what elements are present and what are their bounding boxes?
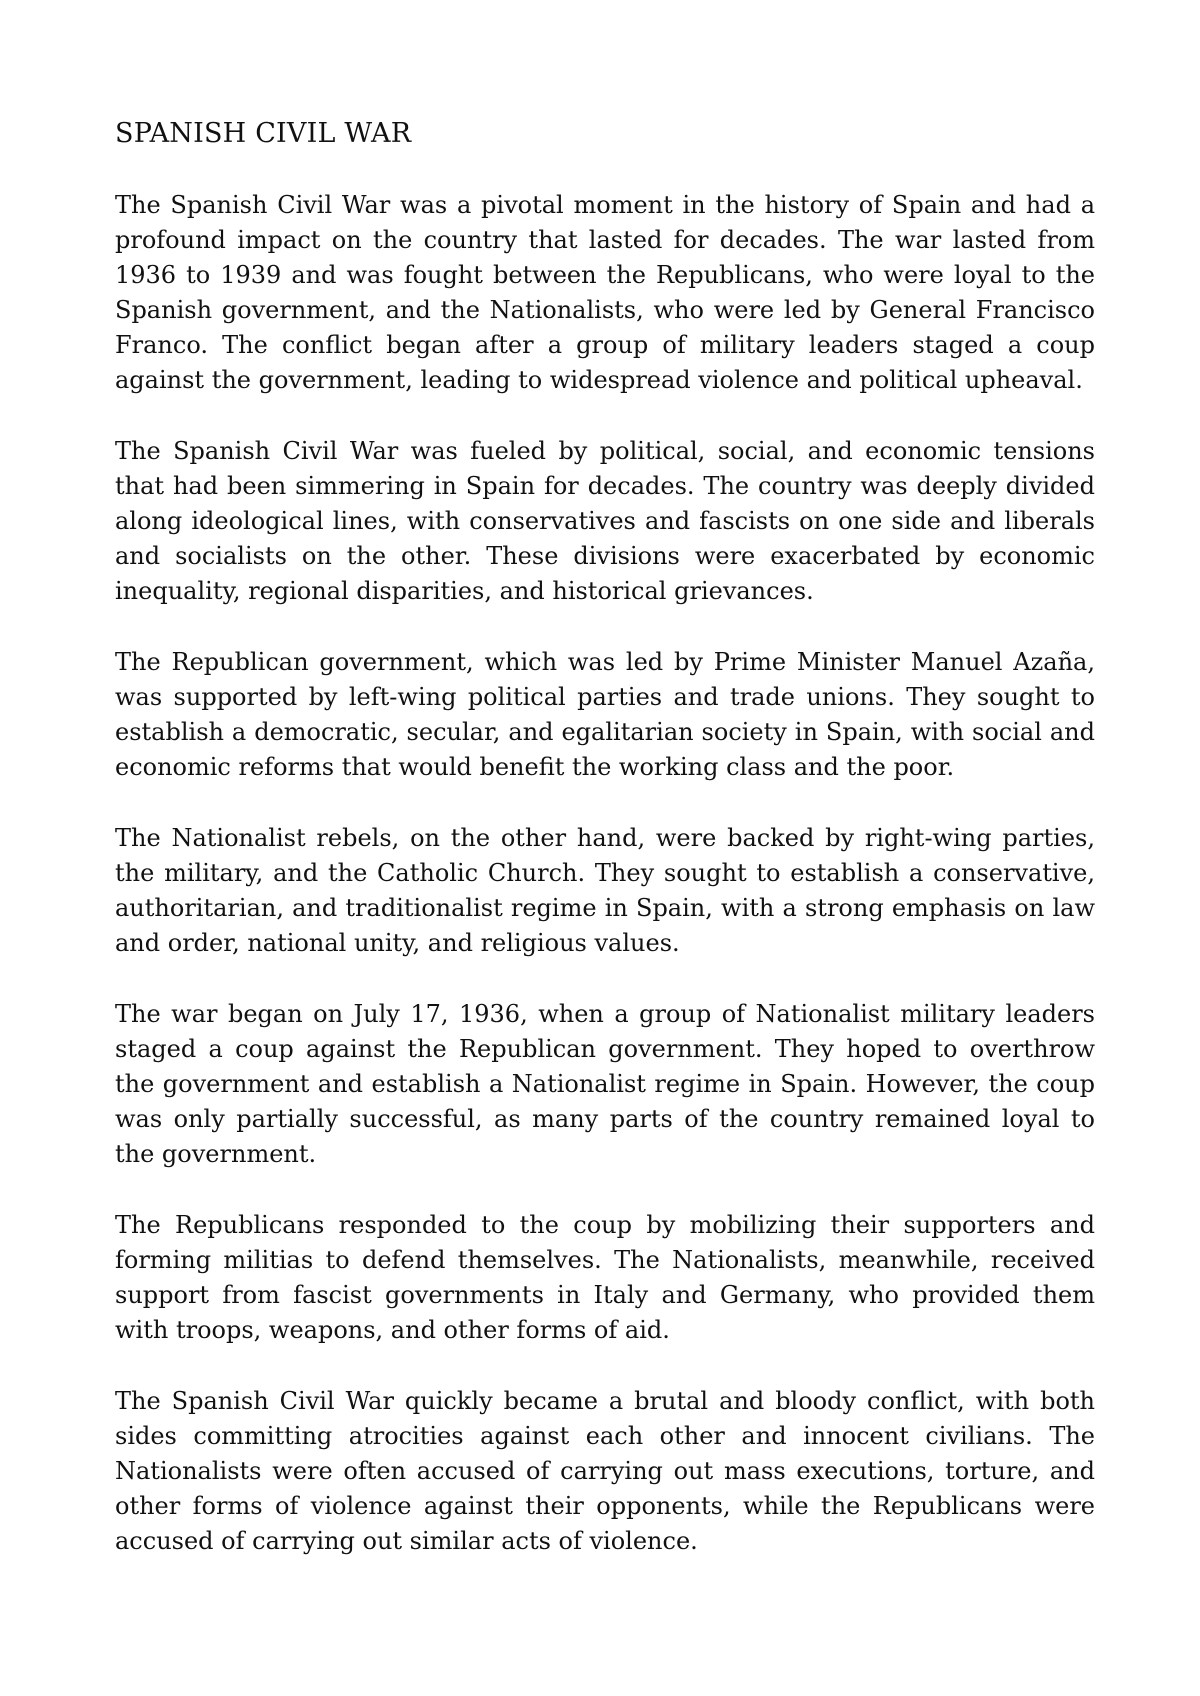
paragraph-causes: The Spanish Civil War was fueled by political, social, and economic tensions that had been simmering in Spain for decades. The country was deeply divided along ideological lines, with conservatives and fascists on one side and liberals and socialists on the other. These divisions were exacerbated by economic inequality, regional disparities, and historical grievances. [115, 437, 1095, 605]
paragraph-atrocities: The Spanish Civil War quickly became a brutal and bloody conflict, with both sides committing atrocities against each other and innocent civilians. The Nationalists were often accused of carrying out mass executions, torture, and other forms of violence against their opponents, while the Republicans were accused of carrying out similar acts of violence. [115, 1387, 1095, 1555]
paragraph-response: The Republicans responded to the coup by mobilizing their supporters and forming militias to defend themselves. The Nationalists, meanwhile, received support from fascist governments in Italy and Germany, who provided them with troops, weapons, and other forms of aid. [115, 1211, 1095, 1344]
document-title: SPANISH CIVIL WAR [115, 118, 412, 149]
paragraph-introduction: The Spanish Civil War was a pivotal moment in the history of Spain and had a profound impact on the country that lasted for decades. The war lasted from 1936 to 1939 and was fought between the Republicans, who were loyal to the Spanish government, and the Nationalists, who were led by General Francisco Franco. The conflict began after a group of military leaders staged a coup against the government, leading to widespread violence and political upheaval. [115, 191, 1095, 394]
document-page [115, 114, 1095, 1595]
paragraph-nationalists: The Nationalist rebels, on the other hand, were backed by right-wing parties, the military, and the Catholic Church. They sought to establish a conservative, authoritarian, and traditionalist regime in Spain, with a strong emphasis on law and order, national unity, and religious values. [115, 824, 1095, 957]
paragraph-coup: The war began on July 17, 1936, when a group of Nationalist military leaders staged a coup against the Republican government. They hoped to overthrow the government and establish a Nationalist regime in Spain. However, the coup was only partially successful, as many parts of the country remained loyal to the government. [115, 1000, 1095, 1168]
paragraph-republicans: The Republican government, which was led by Prime Minister Manuel Azaña, was supported by left-wing political parties and trade unions. They sought to establish a democratic, secular, and egalitarian society in Spain, with social and economic reforms that would benefit the working class and the poor. [115, 648, 1095, 781]
